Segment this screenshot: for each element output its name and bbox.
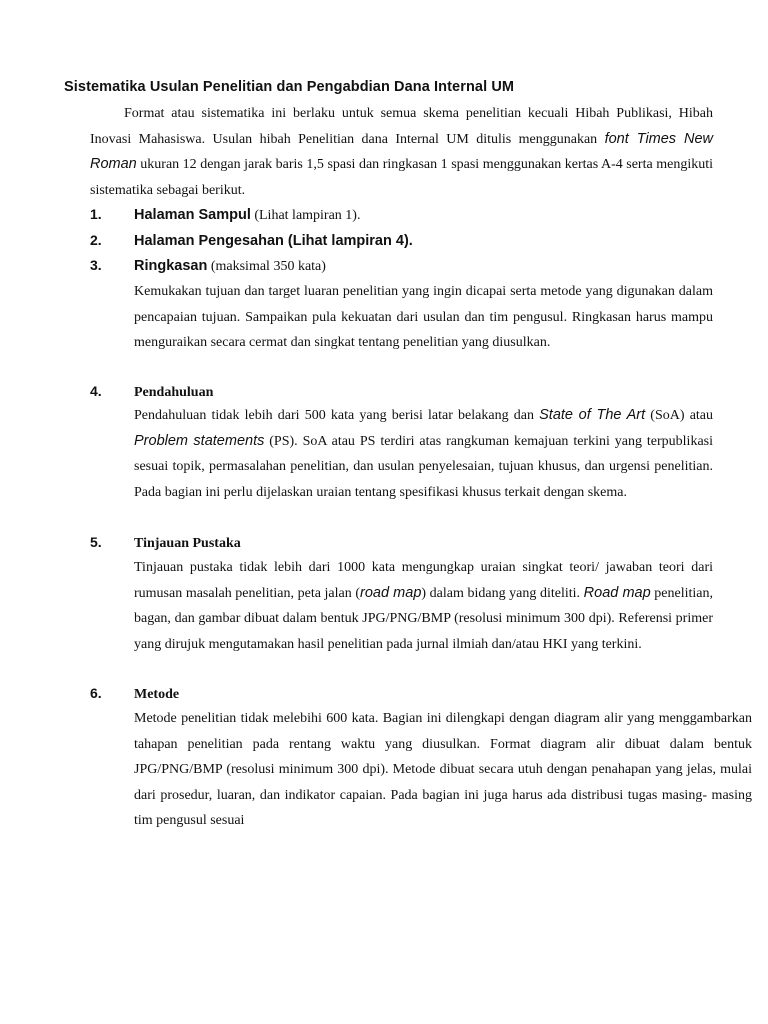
intro-font-name: font Times New Roman xyxy=(90,130,714,172)
section-5-number: 5. xyxy=(90,534,102,550)
section-5-text-a: Tinjauan pustaka tidak lebih dari 1000 kata mengungkap uraian singkat teori/ jawaban teori dari rumusan masalah penelitian, peta jalan ( xyxy=(134,560,713,601)
section-3-note: (maksimal 350 kata) xyxy=(207,259,326,274)
section-4-title: Pendahuluan xyxy=(134,385,214,400)
section-6-number: 6. xyxy=(90,685,102,701)
section-5-term-road-map: road map xyxy=(360,584,422,601)
section-1-note: (Lihat lampiran 1). xyxy=(250,208,361,223)
section-6-body: Metode penelitian tidak melebihi 600 kata. Bagian ini dilengkapi dengan diagram alir yang menggambarkan tahapan penelitian pada rentang waktu yang diusulkan. Format diagram alir dibuat dalam bentuk JPG/PNG/BMP (resolusi minimum 300 dpi). Metode dibuat secara utuh dengan penahapan yang jelas, mulai dari prosedur, luaran, dan indikator capaian. Pada bagian ini juga harus ada distribusi tugas masing- masing tim pengusul sesuai xyxy=(134,711,752,828)
section-5-term-road-map-2: Road map xyxy=(583,584,651,601)
section-5-body xyxy=(134,555,713,657)
section-2-heading xyxy=(134,232,413,250)
section-3-title: Ringkasan xyxy=(134,258,208,274)
section-3-number: 3. xyxy=(90,257,102,273)
section-1-number: 1. xyxy=(90,206,102,222)
section-4-heading xyxy=(134,383,213,401)
section-5-text-c: penelitian, bagan, dan gambar dibuat dalam bentuk JPG/PNG/BMP (resolusi minimum 300 dpi). Referensi primer yang dirujuk mengutamakan hasil penelitian pada jurnal ilmiah dan/atau HKI yang terkini. xyxy=(134,585,713,652)
section-3-heading xyxy=(134,257,326,275)
section-6-title: Metode xyxy=(134,687,180,702)
intro-text-2: ukuran 12 dengan jarak baris 1,5 spasi dan ringkasan 1 spasi menggunakan kertas A-4 serta mengikuti sistematika sebagai berikut. xyxy=(90,157,713,198)
intro-text-1: Format atau sistematika ini berlaku untuk semua skema penelitian kecuali Hibah Publikasi, Hibah Inovasi Mahasiswa. Usulan hibah Penelitian dana Internal UM ditulis menggunakan xyxy=(90,106,713,147)
section-4-number: 4. xyxy=(90,383,102,399)
section-5-heading xyxy=(134,534,241,552)
section-4-term-ps: Problem statements xyxy=(134,432,265,449)
section-6-heading xyxy=(134,685,179,703)
section-3-body: Kemukakan tujuan dan target luaran penelitian yang ingin dicapai serta metode yang digunakan dalam pencapaian tujuan. Sampaikan pula kekuatan dari usulan dan tim pengusul. Ringkasan harus mampu menguraikan secara cermat dan singkat tentang penelitian yang diusulkan. xyxy=(134,284,713,350)
section-2-title: Halaman Pengesahan (Lihat lampiran 4). xyxy=(134,233,413,249)
section-1-heading xyxy=(134,206,360,224)
document-title: Sistematika Usulan Penelitian dan Pengabdian Dana Internal UM xyxy=(64,79,515,95)
intro-paragraph xyxy=(90,101,713,203)
section-4-term-soa: State of The Art xyxy=(539,407,646,423)
section-5-text-b: ) dalam bidang yang diteliti. xyxy=(421,585,584,601)
section-5-title: Tinjauan Pustaka xyxy=(134,536,241,551)
section-4-body xyxy=(134,403,713,505)
section-1-title: Halaman Sampul xyxy=(134,207,251,223)
section-2-number: 2. xyxy=(90,232,102,248)
section-4-text-a: Pendahuluan tidak lebih dari 500 kata yang berisi latar belakang dan xyxy=(134,408,540,423)
section-4-text-b: (SoA) atau xyxy=(645,408,714,423)
section-4-text-c: (PS). SoA atau PS terdiri atas rangkuman kemajuan terkini yang terpublikasi sesuai topik, permasalahan penelitian, dan usulan penyelesaian, tujuan khusus, dan urgensi penelitian. Pada bagian ini perlu dijelaskan uraian tentang spesifikasi khusus terkait dengan skema. xyxy=(134,433,713,500)
